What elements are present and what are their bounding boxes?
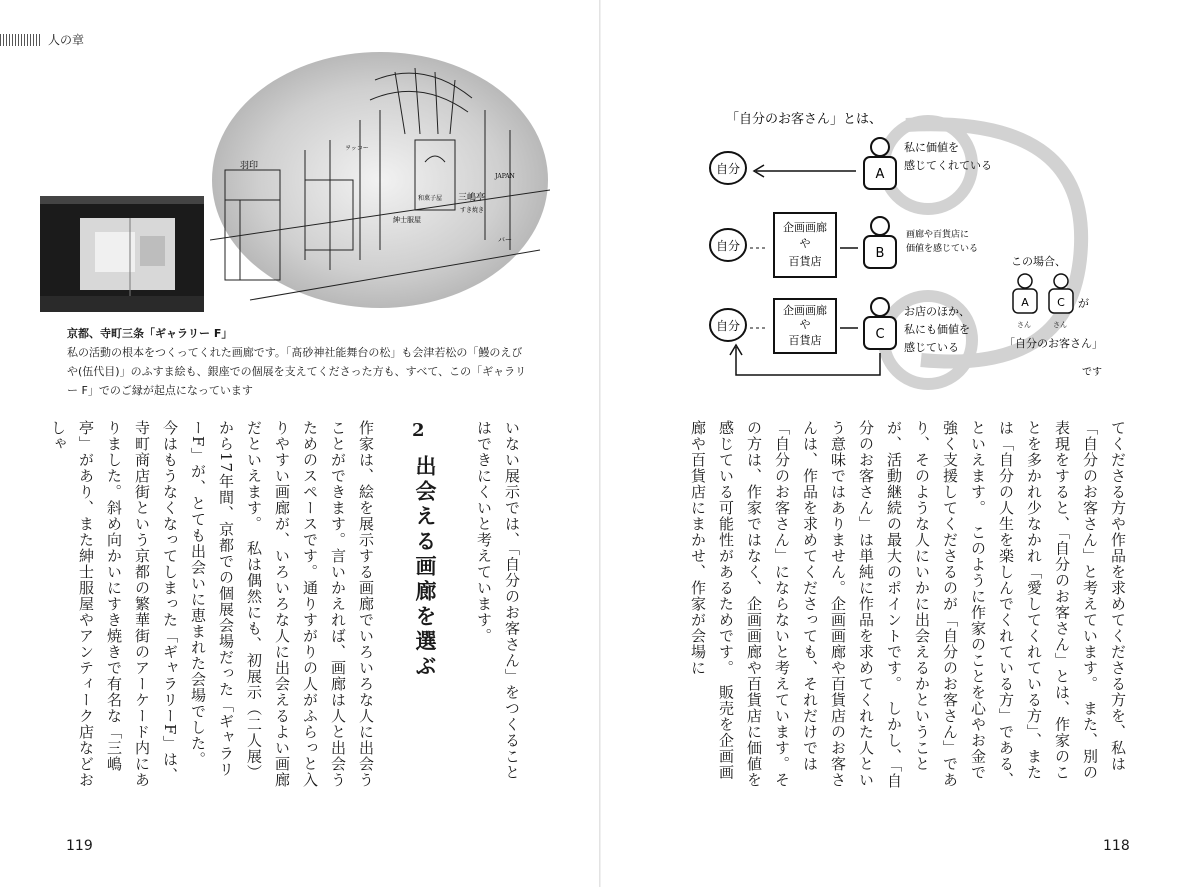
gallery-line: や [799, 237, 811, 250]
note-c-line: お店のほか、 [904, 305, 970, 318]
page-number-right: 118 [1103, 838, 1130, 854]
sketch-sign: ヲッコー [345, 145, 369, 152]
section-title: 出会える画廊を選ぶ [413, 455, 438, 680]
section-number: 2 [412, 420, 425, 441]
san-label: さん [1053, 321, 1067, 329]
row-a [710, 138, 992, 189]
diagram-title: 「自分のお客さん」とは、 [726, 112, 883, 127]
sketch-sign: すき焼き [460, 207, 485, 214]
note-c-line: 感じている [904, 341, 959, 354]
self-label: 自分 [715, 162, 741, 176]
person-a-small: A [1021, 296, 1029, 309]
person-a: A [875, 167, 885, 182]
page-number-left: 119 [66, 838, 93, 854]
customer-diagram [706, 95, 1146, 395]
left-lead-text: いない展示では、「自分のお客さん」をつくることはできにくいと考えています。 [475, 420, 521, 781]
gallery-line: 企画画廊 [783, 304, 827, 317]
conclusion-quote: 「自分のお客さん」 [1004, 337, 1103, 350]
sketch-sign: 三嶋亭 [458, 193, 486, 203]
note-b-line: 価値を感じている [906, 244, 979, 254]
person-c: C [875, 327, 885, 342]
desu-label: です [1082, 367, 1102, 378]
sketch-sign: 羽印 [240, 161, 259, 171]
sketch-sign: JAPAN [495, 173, 515, 180]
arcade-sketch [210, 50, 550, 310]
gallery-line: 企画画廊 [783, 221, 827, 234]
chapter-label: 人の章 [48, 33, 85, 47]
caption-title: 京都、寺町三条「ギャラリー F」 [67, 327, 233, 340]
note-a-line: 感じてくれている [904, 159, 992, 172]
sketch-sign: 紳士服屋 [393, 216, 421, 224]
chapter-marker [0, 34, 40, 46]
note-b-line: 画廊や百貨店に [906, 230, 970, 240]
gallery-photo [40, 196, 204, 312]
gallery-line: や [799, 318, 811, 331]
san-label: さん [1017, 321, 1031, 329]
sketch-sign: 和菓子屋 [418, 195, 443, 202]
self-label: 自分 [715, 239, 741, 253]
conclusion-lead: この場合、 [1011, 255, 1066, 268]
ga-label: が [1078, 297, 1089, 310]
sketch-sign: バー [498, 236, 512, 244]
left-body-text: 作家は、絵を展示する画廊でいろいろな人に出会うことができます。言いかえれば、画廊は人と出会うためのスペースです。通りすがりの人がふらっと入りやすい画廊が、いろいろな人に出会えるよい画廊だといえます。 私は偶然にも、初展示（二人展）から17年間、京都での個展会場だった「ギャラリーF」が、とても出会いに恵まれた会場でした。 今はもうなくなってしまった「ギャラリーF」は、寺町商店街という京都の繁華街のアーケード内にありました。斜め向かいにすき焼きで有名な「三嶋亭」があり、また紳士服屋やアンティーク店などおしゃ [49, 420, 375, 788]
note-c-line: 私にも価値を [904, 323, 970, 336]
person-b: B [875, 246, 885, 261]
self-label: 自分 [715, 319, 741, 333]
right-body-text: てくださる方や作品を求めてくださる方を、私は「自分のお客さん」と考えています。 また、別の表現をすると、「自分のお客さん」とは、作家のことを多かれ少なかれ「愛してくれている方」、または「自分の人生を楽しんでくれている方」である、といえます。 このように作家のことを心やお金で強く支援してくださるのが「自分のお客さん」であり、そのような人にいかに出会えるかということが、活動継続の最大のポイントです。 しかし、「自分のお客さん」は単純に作品を求めてくれた人という意味ではありません。企画画廊や百貨店のお客さんは、作品を求めてくださっても、それだけでは「自分のお客さん」にならないと考えています。その方は、作家ではなく、企画画廊や百貨店に価値を感じている可能性があるためです。 販売を企画画廊や百貨店にまかせ、作家が会場に [689, 420, 1127, 789]
gallery-line: 百貨店 [788, 334, 822, 347]
gallery-line: 百貨店 [788, 255, 822, 268]
note-a-line: 私に価値を [904, 141, 959, 154]
book-spine [599, 0, 601, 887]
person-c-small: C [1057, 296, 1065, 309]
caption-body: 私の活動の根本をつくってくれた画廊です。「髙砂神社能舞台の松」も会津若松の「鰻のえびや(伍代目)」のふすま絵も、銀座での個展を支えてくださった方も、すべて、この「ギャラリー F」でのご縁が起点になっています [67, 346, 527, 397]
row-b [710, 213, 978, 277]
photo-caption [67, 324, 527, 400]
